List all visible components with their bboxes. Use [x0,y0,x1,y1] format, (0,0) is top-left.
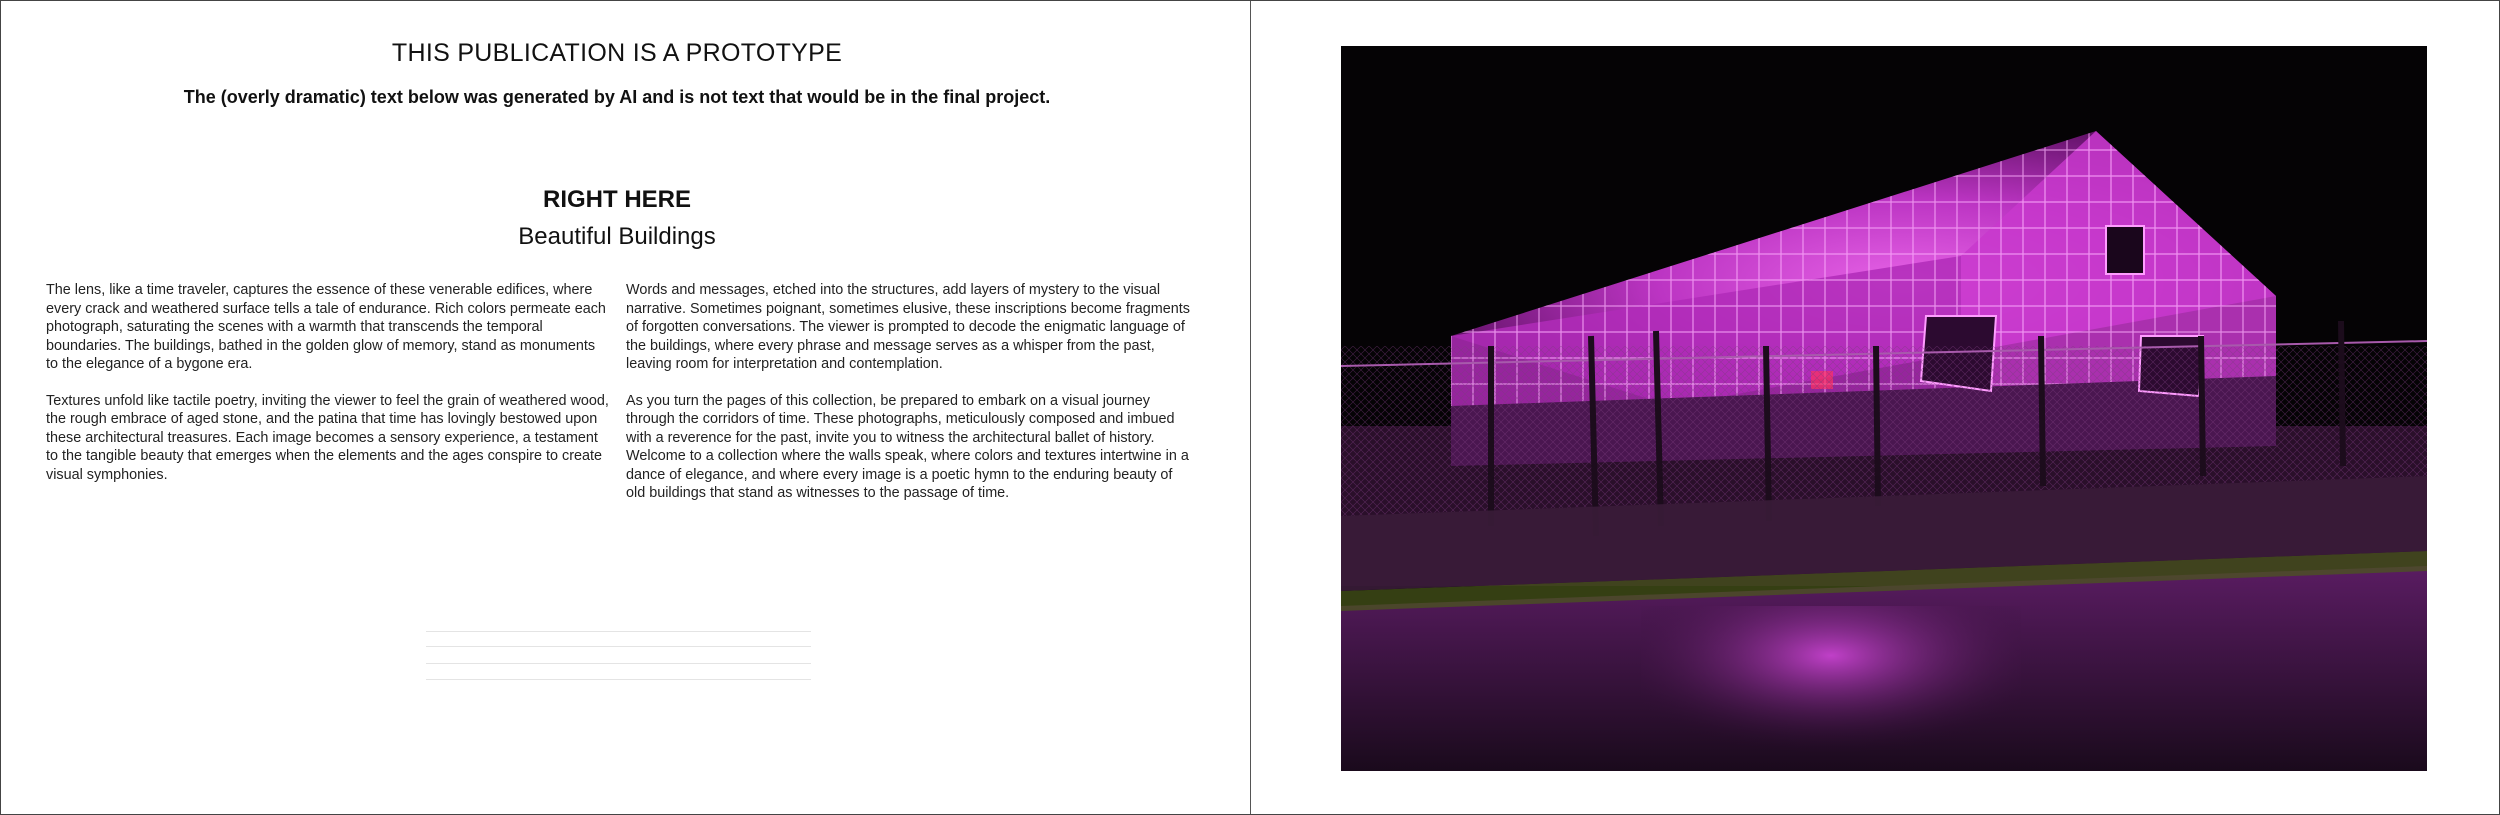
prototype-notice-heading: THIS PUBLICATION IS A PROTOTYPE [391,39,843,67]
page-subtitle: Beautiful Buildings [518,223,716,250]
paragraph: As you turn the pages of this collection, be prepared to embark on a visual journey through the corridors of time. These photographs, meticulously composed and imbued with a reverence for the past, invite you to witness the architectural ballet of history. Welcome to a collection where the walls speak, where colors and textures intertwine in a dance of elegance, and where every image is a poetic hymn to the enduring beauty of old buildings that stand as witnesses to the passage of time. [626,392,1189,501]
paragraph: Words and messages, etched into the structures, add layers of mystery to the visual narrative. Sometimes poignant, sometimes elusive, these inscriptions become fragments of forgotten conversations. The viewer is prompted to decode the enigmatic language of the buildings, where every phrase and message serves as a whisper from the past, leaving room for interpretation and contemplation. [626,282,1190,372]
greenhouse-illustration [1341,46,2427,771]
page-title: RIGHT HERE [542,186,691,213]
text-column-right [626,281,1191,521]
prototype-notice-text: The (overly dramatic) text below was generated by AI and is not text that would be in the final project. [183,87,1051,107]
paragraph: Textures unfold like tactile poetry, inviting the viewer to feel the grain of weathered wood, the rough embrace of aged stone, and the patina that time has lovingly bestowed upon these architectural treasures. Each image becomes a sensory experience, a testament to the tangible beauty that emerges when the elements and the ages conspire to create visual symphonies. [46,392,609,483]
left-page [1,1,1250,814]
greenhouse-photo [1341,46,2427,771]
faint-guide-lines [426,631,811,689]
text-column-left [46,281,611,502]
paragraph: The lens, like a time traveler, captures the essence of these venerable edifices, where every crack and weathered surface tells a tale of endurance. Rich colors permeate each photograph, saturating the scenes with a warmth that transcends the temporal boundaries. The buildings, bathed in the golden glow of memory, stand as monuments to the elegance of a bygone era. [46,282,606,372]
right-page [1251,1,2499,814]
